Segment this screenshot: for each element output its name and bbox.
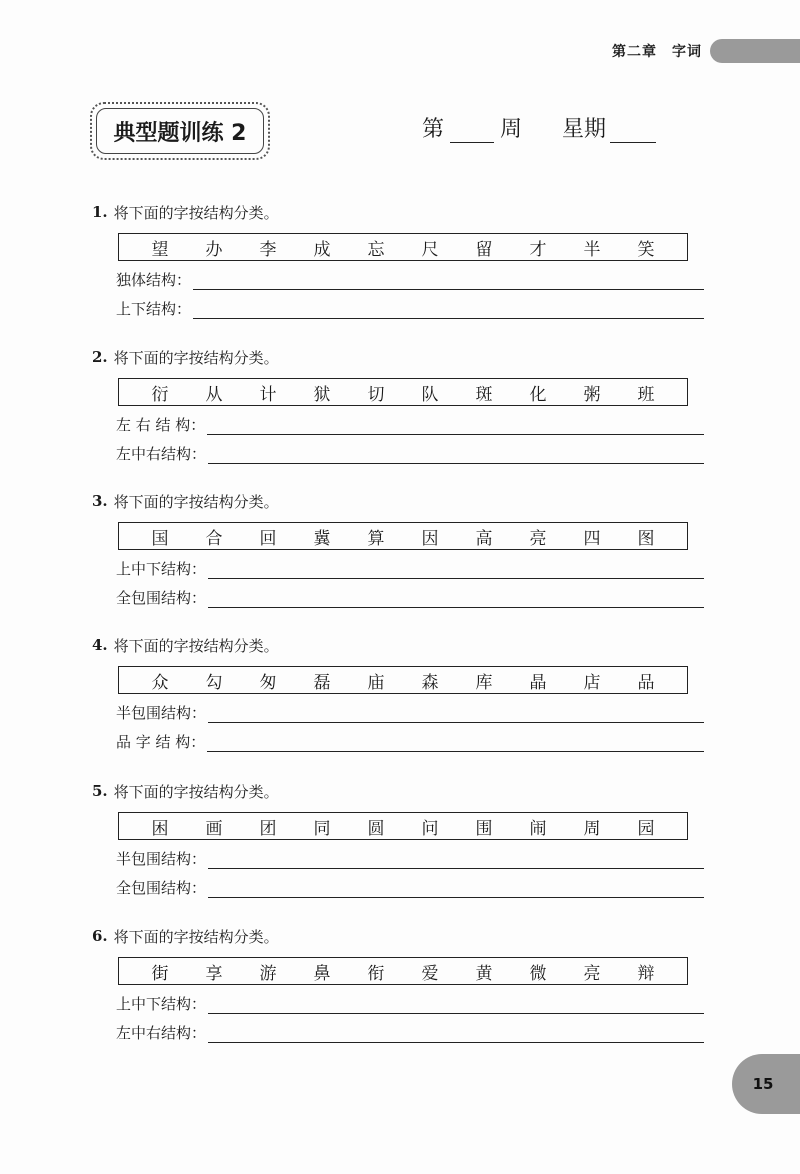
character: 衍 — [151, 384, 169, 405]
character: 辩 — [637, 963, 655, 984]
answer-label: 全包围结构： — [116, 879, 207, 897]
answer-label: 上下结构： — [116, 300, 192, 318]
title-badge — [90, 102, 270, 160]
chapter-title: 第二章 字词 — [612, 44, 702, 60]
character: 画 — [205, 818, 223, 839]
answer-blank-line[interactable] — [193, 271, 704, 290]
answer-blank-line[interactable] — [208, 560, 704, 579]
answer-label: 左中右结构： — [116, 445, 207, 463]
question-number: 2. — [92, 348, 108, 366]
character-box — [118, 378, 688, 406]
character: 森 — [421, 672, 439, 693]
question-number: 6. — [92, 927, 108, 945]
character: 笑 — [637, 239, 655, 260]
character: 斑 — [475, 384, 493, 405]
answer-row — [116, 290, 704, 319]
character-box — [118, 812, 688, 840]
page-number: 15 — [752, 1075, 774, 1093]
question-instruction: 将下面的字按结构分类。 — [113, 492, 279, 511]
week-prefix: 第 — [422, 117, 445, 142]
character: 图 — [637, 528, 655, 549]
answer-blank-line[interactable] — [208, 879, 704, 898]
day-blank[interactable] — [610, 118, 656, 143]
answer-label: 左 右 结 构： — [116, 416, 206, 434]
character: 困 — [151, 818, 169, 839]
answer-label: 左中右结构： — [116, 1024, 207, 1042]
answer-row — [116, 1014, 704, 1043]
question-3 — [92, 490, 704, 608]
question-instruction: 将下面的字按结构分类。 — [113, 927, 279, 946]
character: 众 — [151, 672, 169, 693]
character: 享 — [205, 963, 223, 984]
character: 才 — [529, 239, 547, 260]
answer-blank-line[interactable] — [207, 733, 704, 752]
question-1 — [92, 201, 704, 319]
answer-blank-line[interactable] — [208, 850, 704, 869]
character: 成 — [313, 239, 331, 260]
answer-label: 独体结构： — [116, 271, 192, 289]
character: 团 — [259, 818, 277, 839]
answer-blank-line[interactable] — [208, 995, 704, 1014]
character: 回 — [259, 528, 277, 549]
day-label: 星期 — [562, 117, 607, 142]
answer-row — [116, 406, 704, 435]
answer-row — [116, 694, 704, 723]
question-instruction: 将下面的字按结构分类。 — [113, 636, 279, 655]
character: 微 — [529, 963, 547, 984]
character: 狱 — [313, 384, 331, 405]
character: 因 — [421, 528, 439, 549]
question-4 — [92, 634, 704, 752]
page-title: 典型题训练 2 — [113, 120, 247, 146]
character: 李 — [259, 239, 277, 260]
answer-row — [116, 261, 704, 290]
character: 周 — [583, 818, 601, 839]
character-box — [118, 666, 688, 694]
answer-row — [116, 435, 704, 464]
character: 游 — [259, 963, 277, 984]
answer-row — [116, 985, 704, 1014]
question-heading — [92, 201, 704, 223]
character: 切 — [367, 384, 385, 405]
character: 计 — [259, 384, 277, 405]
character: 从 — [205, 384, 223, 405]
answer-label: 上中下结构： — [116, 560, 207, 578]
character: 办 — [205, 239, 223, 260]
character: 庙 — [367, 672, 385, 693]
question-6 — [92, 925, 704, 1043]
answer-blank-line[interactable] — [208, 1024, 704, 1043]
page-number-tab — [732, 1054, 800, 1114]
answer-blank-line[interactable] — [207, 416, 704, 435]
answer-label: 半包围结构： — [116, 850, 207, 868]
character: 忘 — [367, 239, 385, 260]
answer-blank-line[interactable] — [208, 589, 704, 608]
question-heading — [92, 346, 704, 368]
question-2 — [92, 346, 704, 464]
answer-label: 半包围结构： — [116, 704, 207, 722]
answer-blank-line[interactable] — [208, 445, 704, 464]
question-instruction: 将下面的字按结构分类。 — [113, 782, 279, 801]
character: 黄 — [475, 963, 493, 984]
character: 尺 — [421, 239, 439, 260]
answer-row — [116, 723, 704, 752]
character: 班 — [637, 384, 655, 405]
week-line — [422, 112, 656, 143]
question-number: 3. — [92, 492, 108, 510]
answer-label: 品 字 结 构： — [116, 733, 206, 751]
answer-label: 上中下结构： — [116, 995, 207, 1013]
character: 高 — [475, 528, 493, 549]
question-number: 1. — [92, 203, 108, 221]
character: 亮 — [529, 528, 547, 549]
week-blank[interactable] — [450, 118, 494, 143]
character-box — [118, 957, 688, 985]
character: 冀 — [313, 528, 331, 549]
character: 留 — [475, 239, 493, 260]
question-instruction: 将下面的字按结构分类。 — [113, 348, 279, 367]
character: 圆 — [367, 818, 385, 839]
character-box — [118, 233, 688, 261]
week-label: 周 — [500, 117, 523, 142]
chapter-header — [580, 38, 800, 64]
character: 化 — [529, 384, 547, 405]
answer-blank-line[interactable] — [208, 704, 704, 723]
character: 园 — [637, 818, 655, 839]
character: 磊 — [313, 672, 331, 693]
character-box — [118, 522, 688, 550]
question-5 — [92, 780, 704, 898]
character: 勾 — [205, 672, 223, 693]
answer-row — [116, 840, 704, 869]
character: 衔 — [367, 963, 385, 984]
question-number: 5. — [92, 782, 108, 800]
question-heading — [92, 634, 704, 656]
character: 队 — [421, 384, 439, 405]
question-instruction: 将下面的字按结构分类。 — [113, 203, 279, 222]
question-heading — [92, 490, 704, 512]
character: 问 — [421, 818, 439, 839]
character: 望 — [151, 239, 169, 260]
answer-blank-line[interactable] — [193, 300, 704, 319]
character: 店 — [583, 672, 601, 693]
character: 同 — [313, 818, 331, 839]
answer-row — [116, 579, 704, 608]
question-number: 4. — [92, 636, 108, 654]
chapter-tab — [710, 39, 800, 63]
character: 算 — [367, 528, 385, 549]
character: 鼻 — [313, 963, 331, 984]
question-heading — [92, 780, 704, 802]
character: 街 — [151, 963, 169, 984]
character: 合 — [205, 528, 223, 549]
character: 闹 — [529, 818, 547, 839]
question-heading — [92, 925, 704, 947]
character: 围 — [475, 818, 493, 839]
character: 亮 — [583, 963, 601, 984]
character: 库 — [475, 672, 493, 693]
answer-row — [116, 550, 704, 579]
character: 晶 — [529, 672, 547, 693]
character: 国 — [151, 528, 169, 549]
character: 半 — [583, 239, 601, 260]
answer-row — [116, 869, 704, 898]
character: 爱 — [421, 963, 439, 984]
character: 四 — [583, 528, 601, 549]
character: 粥 — [583, 384, 601, 405]
character: 品 — [637, 672, 655, 693]
character: 匆 — [259, 672, 277, 693]
answer-label: 全包围结构： — [116, 589, 207, 607]
